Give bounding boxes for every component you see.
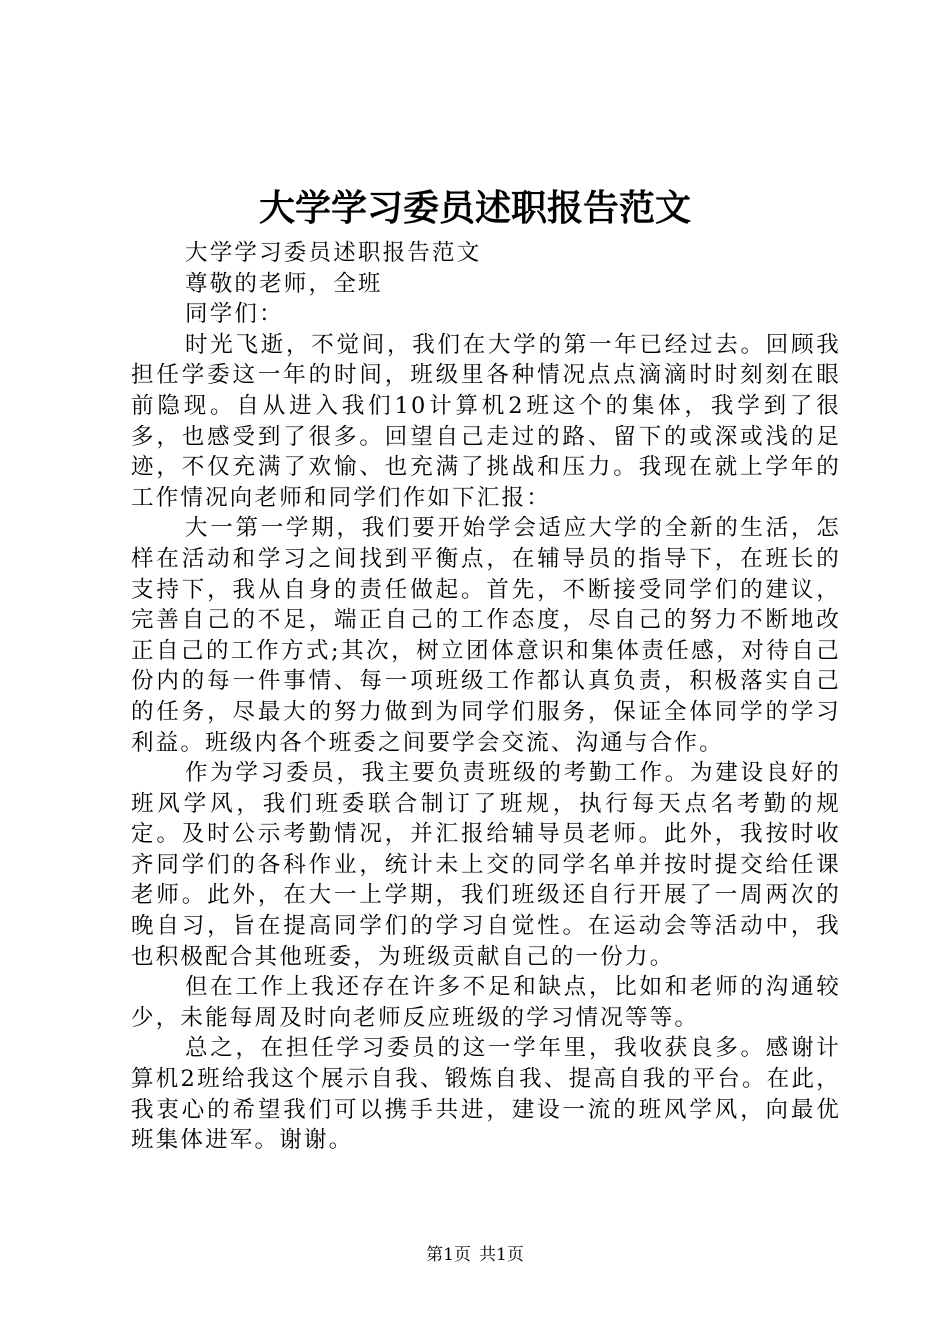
document-body	[131, 238, 841, 1156]
paragraph-duties: 作为学习委员，我主要负责班级的考勤工作。为建设良好的班风学风，我们班委联合制订了班规，执行每天点名考勤的规定。及时公示考勤情况，并汇报给辅导员老师。此外，我按时收齐同学们的各科作业，统计未上交的同学名单并按时提交给任课老师。此外，在大一上学期，我们班级还自行开展了一周两次的晚自习，旨在提高同学们的学习自觉性。在运动会等活动中，我也积极配合其他班委，为班级贡献自己的一份力。	[131, 760, 841, 970]
page-total: 共1页	[479, 1245, 524, 1265]
paragraph-conclusion: 总之，在担任学习委员的这一学年里，我收获良多。感谢计算机2班给我这个展示自我、锻炼自我、提高自我的平台。在此，我衷心的希望我们可以携手共进，建设一流的班风学风，向最优班集体进军。谢谢。	[131, 1035, 841, 1154]
paragraph-shortcomings: 但在工作上我还存在许多不足和缺点，比如和老师的沟通较少，未能每周及时向老师反应班级的学习情况等等。	[131, 974, 841, 1031]
page-footer	[0, 1243, 950, 1267]
paragraph-salutation-cont: 同学们：	[185, 301, 284, 328]
paragraph-salutation: 尊敬的老师，全班	[185, 270, 383, 297]
paragraph-intro: 时光飞逝，不觉间，我们在大学的第一年已经过去。回顾我担任学委这一年的时间，班级里各种情况点点滴滴时时刻刻在眼前隐现。自从进入我们10计算机2班这个的集体，我学到了很多，也感受到了很多。回望自己走过的路、留下的或深或浅的足迹，不仅充满了欢愉、也充满了挑战和压力。我现在就上学年的工作情况向老师和同学们作如下汇报：	[131, 331, 841, 511]
paragraph-subtitle: 大学学习委员述职报告范文	[185, 240, 482, 266]
document-title: 大学学习委员述职报告范文	[258, 187, 691, 229]
paragraph-first-semester: 大一第一学期，我们要开始学会适应大学的全新的生活，怎样在活动和学习之间找到平衡点，在辅导员的指导下，在班长的支持下，我从自身的责任做起。首先，不断接受同学们的建议，完善自己的不足，端正自己的工作态度，尽自己的努力不断地改正自己的工作方式;其次，树立团体意识和集体责任感，对待自己份内的每一件事情、每一项班级工作都认真负责，积极落实自己的任务，尽最大的努力做到为同学们服务，保证全体同学的学习利益。班级内各个班委之间要学会交流、沟通与合作。	[131, 515, 841, 756]
page-number: 第1页	[426, 1245, 471, 1265]
